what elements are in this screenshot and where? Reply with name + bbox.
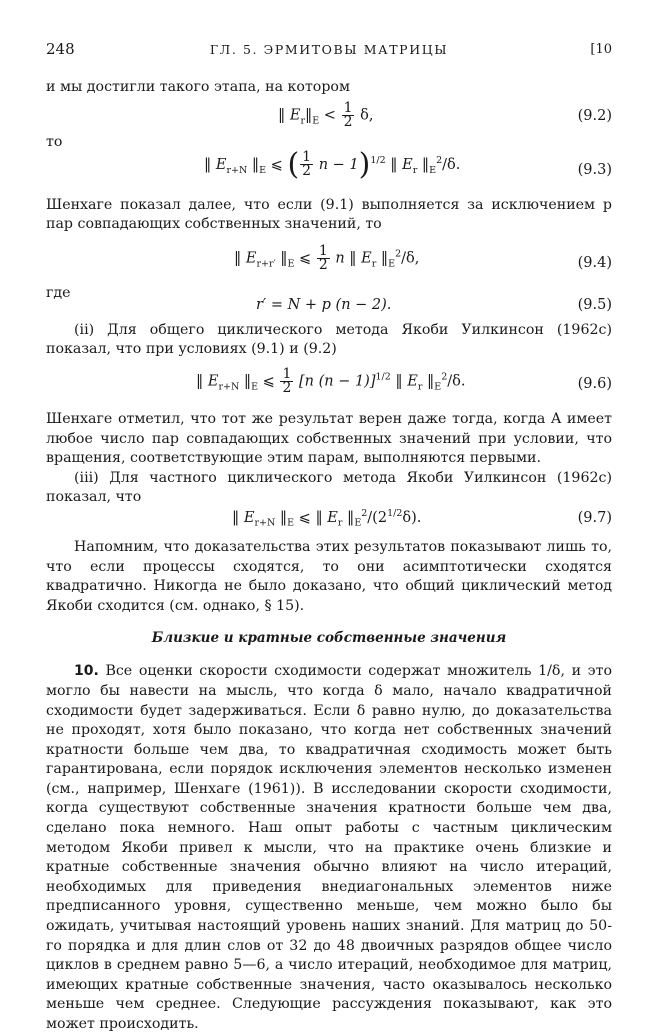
- intro-line: и мы достигли такого этапа, на котором: [46, 79, 351, 95]
- schonhage-paragraph: Шенхаге показал далее, что если (9.1) выполняется за исключением p пар совпадающих собственных значений, то: [46, 196, 612, 233]
- word-to: то: [46, 133, 63, 150]
- chapter-title: ГЛ. 5. ЭРМИТОВЫ МАТРИЦЫ: [209, 42, 449, 57]
- equation-9-2-body: ‖ $E_r‖_E$ < $\frac{1}{2}$ δ,: [278, 99, 374, 130]
- equation-9-3: [46, 133, 612, 196]
- equation-9-6: [46, 360, 612, 410]
- book-page: [46, 38, 612, 1035]
- equation-9-3-tag: (9.3): [577, 161, 612, 178]
- running-header: [46, 38, 612, 62]
- paragraph-10: [46, 662, 612, 1034]
- equation-9-2: [46, 98, 612, 138]
- equation-9-7: [46, 508, 612, 538]
- wilkinson-general-paragraph: (ii) Для общего циклического метода Якоби Уилкинсон (1962c) показал, что при условиях (9.1) и (9.2): [46, 321, 612, 358]
- reminder-paragraph: Напомним, что доказательства этих результатов показывают лишь то, что если процессы сходятся, то они асимптотически сходятся квадратично. Никогда не было доказано, что общий циклический метод Якоби сходится (см. однако, § 15).: [46, 538, 612, 614]
- equation-9-5: [46, 284, 612, 321]
- equation-9-7-tag: (9.7): [577, 509, 612, 526]
- equation-9-5-body: r′ = N + p (n − 2).: [256, 296, 392, 313]
- section-reference: [10: [590, 42, 612, 57]
- wilkinson-special-paragraph: (iii) Для частного циклического метода Якоби Уилкинсон (1962c) показал, что: [46, 469, 612, 506]
- word-gde: где: [46, 284, 71, 301]
- paragraph-number: 10.: [74, 663, 99, 680]
- page-number: 248: [46, 40, 75, 58]
- equation-9-2-tag: (9.2): [577, 107, 612, 124]
- equation-9-4: [46, 235, 612, 287]
- section-heading: Близкие и кратные собственные значения: [151, 630, 507, 647]
- equation-9-6-body: ‖ $E_{r+N}$ $‖_E$ ⩽ $\frac{1}{2}$ [n (n − 1)]$^{1/2}$ ‖ $E_r$ $‖_E^2/\delta$.: [196, 365, 466, 396]
- equation-9-4-body: ‖ $E_{r+r'}$ $‖_E$ ⩽ $\frac{1}{2}$ n ‖ $E_r$ $‖_E^2/\delta$,: [234, 242, 420, 273]
- equation-9-3-body: ‖ $E_{r+N}$ $‖_E$ ⩽ ( $\frac{1}{2}$ n − 1)$^{1/2}$ ‖ $E_r$ $‖_E^2/\delta$.: [204, 146, 461, 182]
- equation-9-7-body: ‖ $E_{r+N}$ $‖_E$ ⩽ ‖ $E_r$ $‖_E^2/(2^{1/2}\delta)$.: [232, 507, 422, 529]
- equation-9-6-tag: (9.6): [577, 375, 612, 392]
- schonhage-noted-paragraph: Шенхаге отметил, что тот же результат верен даже тогда, когда A имеет любое число пар совпадающих собственных значений при условии, что вращения, соответствующие этим парам, выполняются первыми.: [46, 410, 612, 467]
- equation-9-5-tag: (9.5): [577, 296, 612, 313]
- paragraph-10-body: Все оценки скорости сходимости содержат множитель 1/δ, и это могло бы навести на мысль, что когда δ мало, начало квадратичной сходимости будет задерживаться. Если δ равно нулю, до доказательства не проходят, хотя было показано, что когда нет собственных значений кратности больше чем два, то квадратичная сходимость может быть гарантирована, если порядок исключения элементов несколько изменен (см., например, Шенхаге (1961)). В исследовании скорости сходимости, когда существуют собственные значения кратности больше чем два, сделано пока немного. Наш опыт работы с частным циклическим методом Якоби привел к мысли, что на практике очень близкие и кратные собственные значения обычно влияют на число итераций, необходимых для приведения внедиагональных элементов ниже предписанного уровня, существенно меньше, чем можно было бы ожидать, учитывая настоящий уровень наших знаний. Для матриц до 50-го порядка и для длин слов от 32 до 48 двоичных разрядов общее число циклов в среднем равно 5—6, а число итераций, необходимое для матриц, имеющих кратные собственные значения, часто оказывалось несколько меньше чем среднее. Следующие рассуждения показывают, как это может происходить.: [46, 663, 612, 1032]
- equation-9-4-tag: (9.4): [577, 254, 612, 271]
